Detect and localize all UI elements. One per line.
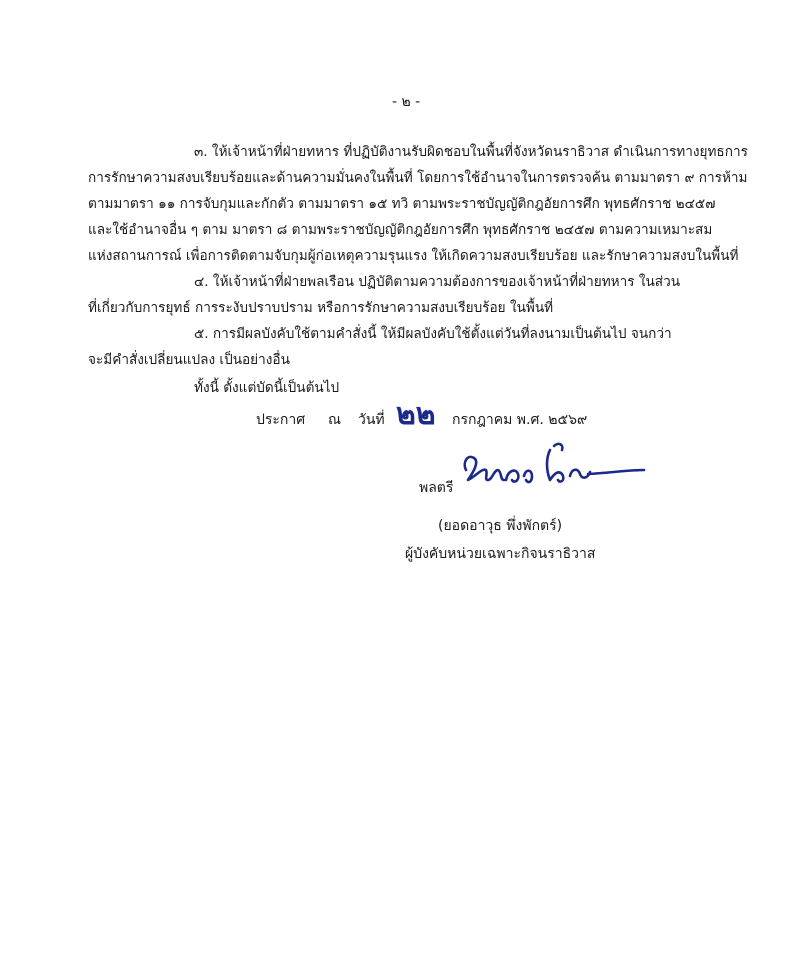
announcement-day-handwritten: ๒๒ [396,397,436,432]
paragraph-4-line-2: ที่เกี่ยวกับการยุทธ์ การระงับปราบปราม หรือการรักษาความสงบเรียบร้อย ในพื้นที่ [88,300,554,316]
paragraph-3-line-1: ๓. ให้เจ้าหน้าที่ฝ่ายทหาร ที่ปฏิบัติงานรับผิดชอบในพื้นที่จังหวัดนราธิวาส ดำเนินการทางยุทธการ [194,144,748,160]
handwritten-signature [458,440,648,500]
effective-statement: ทั้งนี้ ตั้งแต่บัดนี้เป็นต้นไป [194,380,340,396]
announcement-month-year: กรกฎาคม พ.ศ. ๒๕๖๙ [452,412,588,428]
signer-name: (ยอดอาวุธ พึ่งพักตร์) [438,518,563,534]
announcement-at: ณ [328,412,341,428]
paragraph-3-line-5: แห่งสถานการณ์ เพื่อการติดตามจับกุมผู้ก่อเหตุความรุนแรง ให้เกิดความสงบเรียบร้อย และรักษาความสงบในพื้นที่ [88,248,739,264]
paragraph-4-line-1: ๔. ให้เจ้าหน้าที่ฝ่ายพลเรือน ปฏิบัติตามความต้องการของเจ้าหน้าที่ฝ่ายทหาร ในส่วน [194,274,681,290]
paragraph-5-line-2: จะมีคำสั่งเปลี่ยนแปลง เป็นอย่างอื่น [88,352,290,368]
paragraph-3-line-2: การรักษาความสงบเรียบร้อยและด้านความมั่นคงในพื้นที่ โดยการใช้อำนาจในการตรวจค้น ตามมาตรา ๙ การห้าม [88,170,748,186]
announcement-date-label: วันที่ [358,412,385,428]
page-number: - ๒ - [392,94,421,110]
announcement-prefix: ประกาศ [256,412,306,428]
paragraph-3-line-4: และใช้อำนาจอื่น ๆ ตาม มาตรา ๘ ตามพระราชบัญญัติกฎอัยการศึก พุทธศักราช ๒๔๕๗ ตามความเหมาะสม [88,222,713,238]
paragraph-3-line-3: ตามมาตรา ๑๑ การจับกุมและกักตัว ตามมาตรา ๑๕ ทวิ ตามพระราชบัญญัติกฎอัยการศึก พุทธศักราช ๒๔๕๗ [88,196,716,212]
signer-position: ผู้บังคับหน่วยเฉพาะกิจนราธิวาส [405,546,596,562]
paragraph-5-line-1: ๕. การมีผลบังคับใช้ตามคำสั่งนี้ ให้มีผลบังคับใช้ตั้งแต่วันที่ลงนามเป็นต้นไป จนกว่า [194,326,672,342]
signer-rank: พลตรี [419,480,454,496]
